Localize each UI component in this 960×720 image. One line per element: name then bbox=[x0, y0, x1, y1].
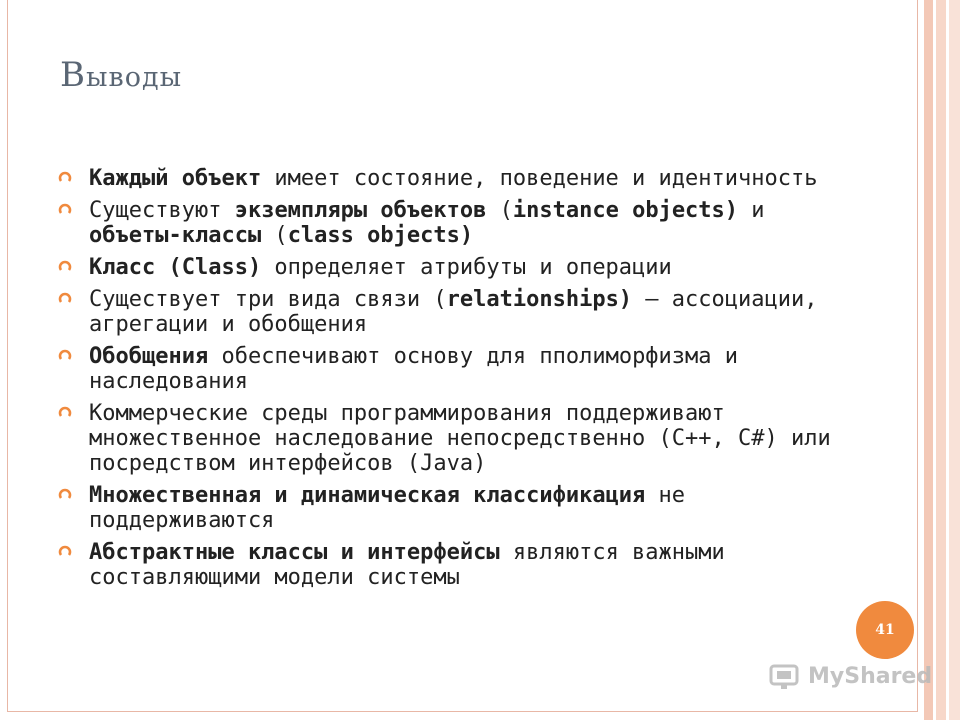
bullet-text: и bbox=[738, 198, 765, 223]
decorative-band bbox=[924, 0, 933, 720]
bullet-arc-icon bbox=[58, 291, 72, 305]
bullet-text: ( bbox=[261, 223, 288, 248]
page-number-badge bbox=[856, 601, 914, 659]
page-number: 41 bbox=[875, 622, 895, 638]
bullet-item bbox=[58, 344, 848, 394]
bullet-item bbox=[58, 255, 848, 280]
bullet-text: Существует три вида связи ( bbox=[89, 287, 447, 312]
bullet-item bbox=[58, 483, 848, 533]
decorative-band bbox=[936, 0, 946, 720]
bullet-arc-icon bbox=[58, 405, 72, 419]
bullet-bold-text: class objects) bbox=[287, 223, 474, 248]
bullet-bold-text: Класс (Class) bbox=[89, 255, 262, 280]
bullet-arc-icon bbox=[58, 487, 72, 501]
bullet-item bbox=[58, 166, 848, 191]
bullet-arc-icon bbox=[58, 170, 72, 184]
bullet-item bbox=[58, 401, 848, 476]
title-first-letter: В bbox=[60, 55, 86, 95]
bullet-arc-icon bbox=[58, 348, 72, 362]
title-rest: ыводы bbox=[86, 62, 183, 93]
bullet-text: являются важными составляющими модели системы bbox=[89, 540, 725, 590]
bullet-item bbox=[58, 198, 848, 248]
bullet-bold-text: instance objects) bbox=[512, 198, 739, 223]
bullet-text: обеспечивают основу для пполиморфизма и наследования bbox=[89, 344, 739, 394]
bullet-bold-text: Обобщения bbox=[89, 344, 209, 369]
bullet-text: ( bbox=[486, 198, 513, 223]
bullet-item bbox=[58, 287, 848, 337]
bullet-bold-text: объеты-классы bbox=[89, 223, 262, 248]
bullet-text: имеет состояние, поведение и идентичность bbox=[261, 166, 818, 191]
bullet-text: Коммерческие среды программирования поддерживают множественное наследование непосредственно (С++, С#) или посредством интерфейсов (Java) bbox=[89, 401, 831, 476]
decorative-band bbox=[949, 0, 960, 720]
bullet-arc-icon bbox=[58, 259, 72, 273]
bullet-bold-text: Абстрактные классы и интерфейсы bbox=[89, 540, 500, 565]
bullet-bold-text: Каждый объект bbox=[89, 166, 262, 191]
bullet-text: – ассоциации, агрегации и обобщения bbox=[89, 287, 818, 337]
bullet-arc-icon bbox=[58, 544, 72, 558]
bullet-list bbox=[58, 166, 848, 597]
slide-title bbox=[60, 55, 182, 95]
bullet-arc-icon bbox=[58, 202, 72, 216]
bullet-item bbox=[58, 540, 848, 590]
watermark-text: MyShared bbox=[808, 663, 933, 689]
watermark-logo bbox=[768, 656, 932, 696]
bullet-bold-text: экземпляры объектов bbox=[234, 198, 487, 223]
bullet-bold-text: relationships) bbox=[446, 287, 633, 312]
bullet-text: Существуют bbox=[89, 198, 235, 223]
bullet-text: не поддерживаются bbox=[89, 483, 686, 533]
bullet-bold-text: Множественная и динамическая классификация bbox=[89, 483, 646, 508]
bullet-text: определяет атрибуты и операции bbox=[261, 255, 672, 280]
myshared-logo-icon bbox=[768, 660, 802, 692]
